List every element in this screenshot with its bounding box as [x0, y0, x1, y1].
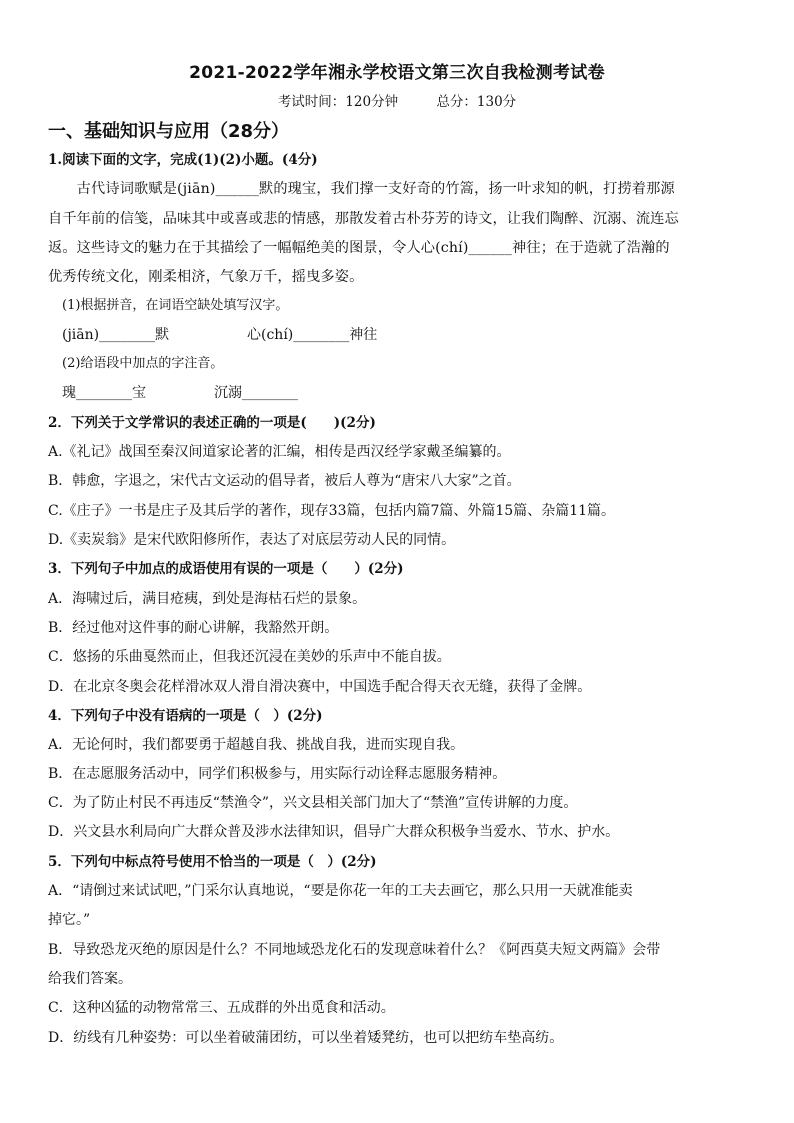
q3-option-a: A．海啸过后，满目疮痍，到处是海枯石烂的景象。 — [48, 591, 367, 607]
q1-blank-ni: 沉溺________ — [214, 385, 298, 401]
q4-option-d: D．兴文县水利局向广大群众普及涉水法律知识，倡导广大群众积极争当爱水、节水、护水。 — [48, 824, 620, 840]
q5-option-b: B．导致恐龙灭绝的原因是什么？不同地域恐龙化石的发现意味着什么？《阿西莫夫短文两篇》会带 — [48, 942, 661, 958]
q1-blank-gui: 瑰________宝 — [62, 385, 146, 401]
q1-passage-line: 优秀传统文化，刚柔相济，气象万千，摇曳多姿。 — [48, 269, 364, 285]
q5-option-b-cont: 给我们答案。 — [48, 971, 132, 987]
q2-option-a: A.《礼记》战国至秦汉间道家论著的汇编，相传是西汉经学家戴圣编纂的。 — [48, 444, 511, 460]
q5-option-a-cont: 掉它。” — [48, 912, 91, 928]
q3-option-d: D．在北京冬奥会花样滑冰双人滑自滑决赛中，中国选手配合得天衣无缝，获得了金牌。 — [48, 679, 592, 695]
q5-option-c: C．这种凶猛的动物常常三、五成群的外出觅食和活动。 — [48, 1000, 395, 1016]
exam-time: 考试时间：120分钟 — [277, 94, 399, 110]
q3-option-b: B．经过他对这件事的耐心讲解，我豁然开朗。 — [48, 620, 339, 636]
q3-heading: 3．下列句子中加点的成语使用有误的一项是（ ）(2分) — [48, 561, 404, 577]
q4-option-b: B．在志愿服务活动中，同学们积极参与，用实际行动诠释志愿服务精神。 — [48, 766, 507, 782]
q4-heading: 4．下列句子中没有语病的一项是（ ）(2分) — [48, 708, 323, 724]
q5-heading: 5．下列句中标点符号使用不恰当的一项是（ ）(2分) — [48, 854, 377, 870]
q1-subquestion-1: (1)根据拼音，在词语空缺处填写汉字。 — [62, 298, 289, 313]
q1-passage-line: 返。这些诗文的魅力在于其描绘了一幅幅绝美的图景，令人心(chí)______神往；在于造就了浩瀚的 — [48, 240, 670, 256]
q3-option-c: C．悠扬的乐曲戛然而止，但我还沉浸在美妙的乐声中不能自拔。 — [48, 649, 451, 665]
q5-option-d: D．纺线有几种姿势：可以坐着破蒲团纺，可以坐着矮凳纺，也可以把纺车垫高纺。 — [48, 1030, 564, 1046]
exam-title: 2021-2022学年湘永学校语文第三次自我检测考试卷 — [189, 63, 605, 83]
q1-blank-jian: (jiān)________默 — [62, 327, 170, 343]
q1-blank-chi: 心(chí)________神往 — [247, 327, 378, 343]
q1-subquestion-2: (2)给语段中加点的字注音。 — [62, 356, 224, 371]
q5-option-a: A．“请倒过来试试吧，”门采尔认真地说，“要是你花一年的工夫去画它，那么只用一天就准能卖 — [48, 883, 633, 899]
exam-total-score: 总分：130分 — [436, 94, 517, 110]
section-title: 一、基础知识与应用（28分） — [48, 121, 290, 142]
exam-meta — [0, 90, 794, 110]
q1-passage-line: 自千年前的信笺，品味其中或喜或悲的情感，那散发着古朴芬芳的诗文，让我们陶醉、沉溺、流连忘 — [48, 211, 679, 227]
q2-option-d: D.《卖炭翁》是宋代欧阳修所作，表达了对底层劳动人民的同情。 — [48, 532, 456, 548]
q2-heading: 2．下列关于文学常识的表述正确的一项是( )(2分) — [48, 415, 376, 431]
q4-option-c: C．为了防止村民不再违反“禁渔令”，兴文县相关部门加大了“禁渔”宣传讲解的力度。 — [48, 795, 578, 811]
q1-heading: 1.阅读下面的文字，完成(1)(2)小题。(4分) — [48, 152, 318, 168]
q1-passage-line: 古代诗词歌赋是(jiān)______默的瑰宝，我们撑一支好奇的竹篙，扬一叶求知的帆，打捞着那源 — [48, 181, 675, 197]
q4-option-a: A．无论何时，我们都要勇于超越自我、挑战自我，进而实现自我。 — [48, 737, 465, 753]
q2-option-b: B．韩愈，字退之，宋代古文运动的倡导者，被后人尊为“唐宋八大家”之首。 — [48, 473, 521, 489]
q2-option-c: C.《庄子》一书是庄子及其后学的著作，现存33篇，包括内篇7篇、外篇15篇、杂篇11篇。 — [48, 503, 616, 519]
